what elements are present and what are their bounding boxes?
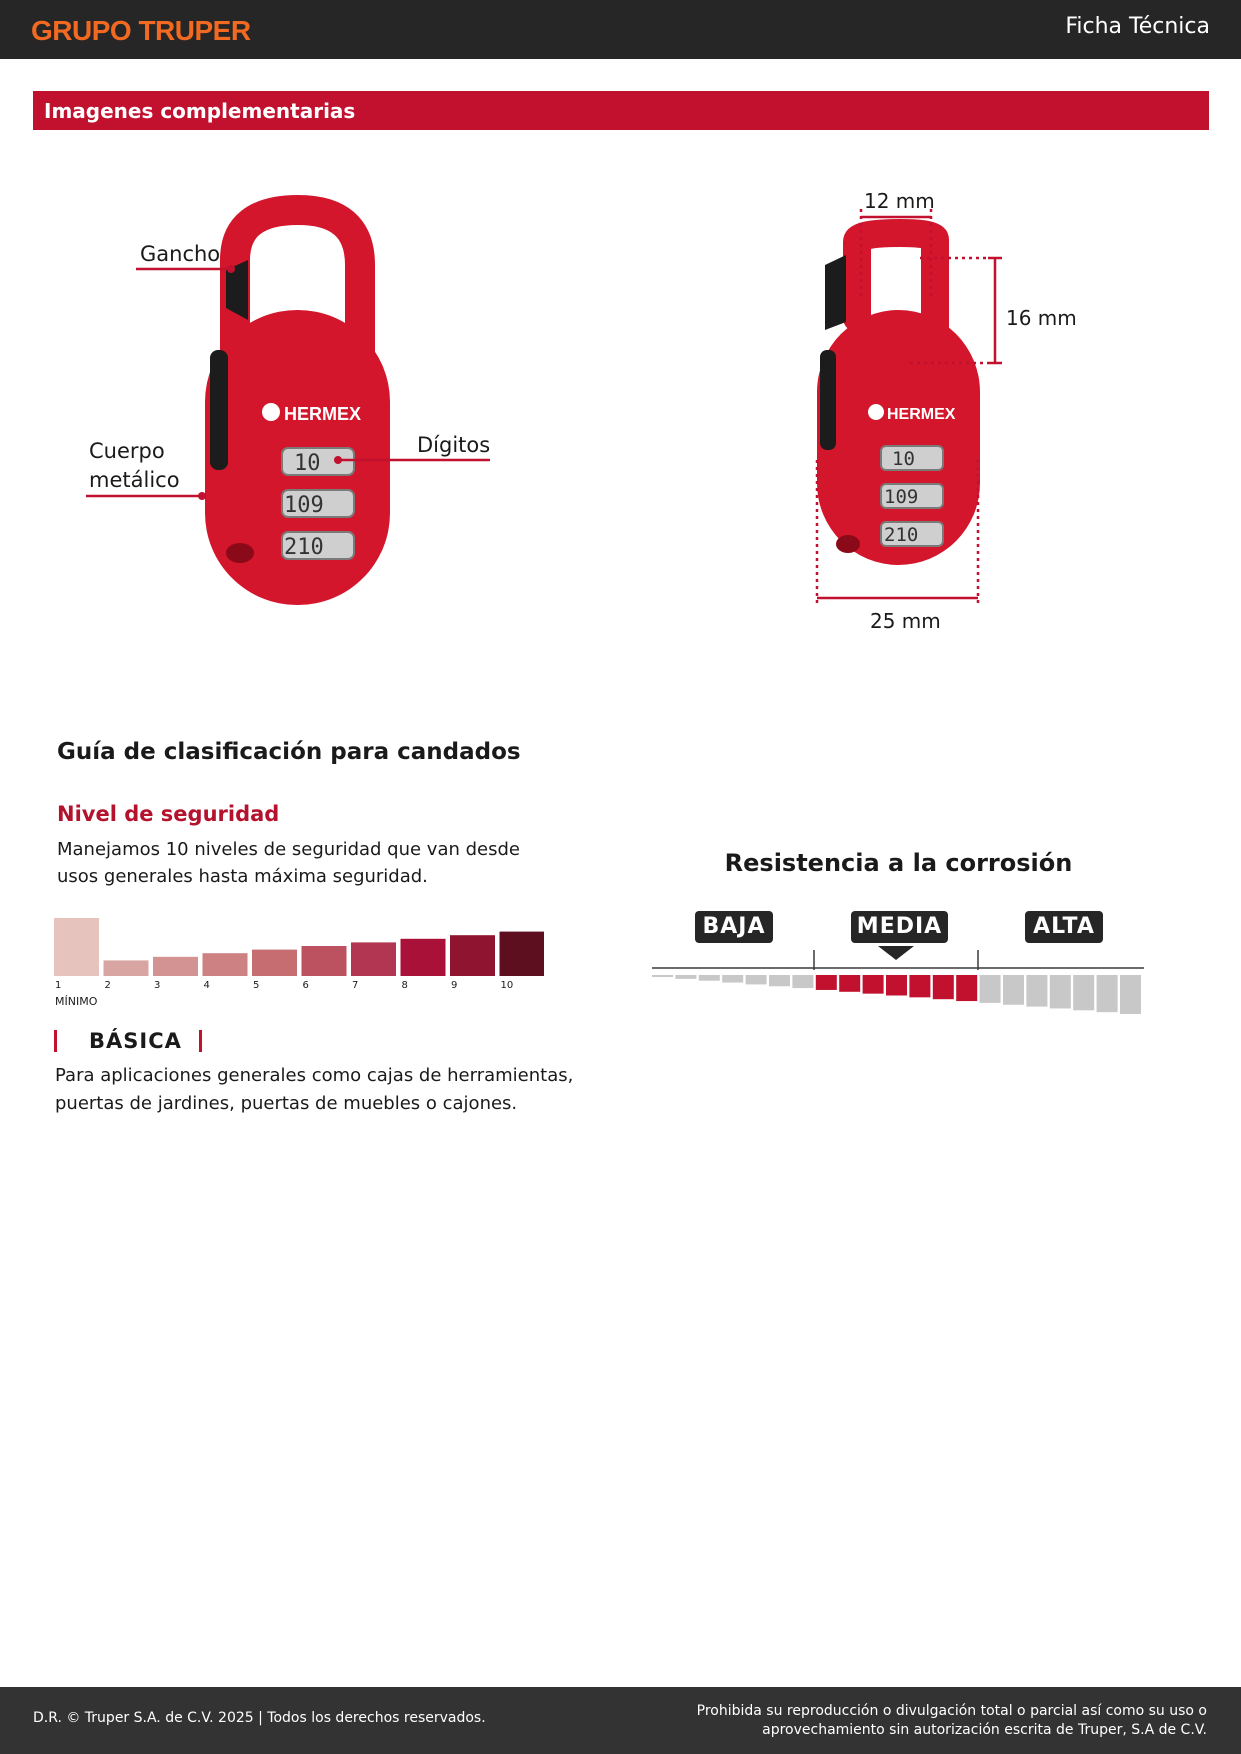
corrosion-block-17 [1026,975,1047,1007]
combination-dials [282,448,354,560]
brand-logo: GRUPO TRUPER [31,15,251,46]
corrosion-block-5 [746,975,767,984]
header-bar [0,0,1241,59]
callout-digitos: Dígitos [417,433,491,457]
corrosion-title: Resistencia a la corrosión [724,849,1073,877]
corrosion-block-1 [652,975,673,977]
level-min-label: MÍNIMO [55,995,98,1008]
callout-cuerpo-line1: Cuerpo [89,439,165,463]
footer-notice-line2: aprovechamiento sin autorización escrita de Truper, S.A de C.V. [762,1722,1207,1738]
security-level-tick-1: 1 [55,980,62,991]
security-level-bar-8 [401,939,446,976]
corrosion-block-16 [1003,975,1024,1005]
footer-notice [607,1702,1207,1740]
corrosion-block-3 [699,975,720,981]
document-type: Ficha Técnica [1065,14,1210,39]
security-level-bar-6 [302,946,347,976]
corrosion-label-media: MEDIA [851,911,948,943]
security-level-tick-8: 8 [401,980,408,991]
corrosion-block-2 [675,975,696,979]
dimension-dial-row-3: 210 [884,524,919,546]
security-level-bar-9 [450,935,495,976]
corrosion-block-6 [769,975,790,986]
corrosion-block-19 [1073,975,1094,1010]
corrosion-block-12 [909,975,930,997]
corrosion-block-10 [863,975,884,994]
security-level-title: Nivel de seguridad [57,802,280,826]
dimension-height-right: 16 mm [1006,306,1077,330]
corrosion-scale [650,944,1146,1022]
security-level-tick-7: 7 [352,980,359,991]
corrosion-block-11 [886,975,907,996]
security-level-tick-3: 3 [154,980,161,991]
corrosion-label-alta: ALTA [1025,911,1103,943]
corrosion-label-baja: BAJA [695,911,773,943]
security-level-bar-1 [54,918,99,976]
security-level-bar-5 [252,950,297,976]
security-level-bar-4 [203,953,248,976]
callout-cuerpo-line2: metálico [89,468,180,492]
security-level-bar-10 [500,932,545,976]
security-level-tick-6: 6 [302,980,309,991]
dial-row-2: 109 [284,493,324,518]
dimension-width-top: 12 mm [864,189,935,213]
corrosion-block-20 [1097,975,1118,1012]
dimension-width-bottom: 25 mm [870,609,941,633]
category-description: Para aplicaciones generales como cajas de herramientas, puertas de jardines, puertas de muebles o cajones. [55,1065,574,1114]
corrosion-block-8 [816,975,837,990]
corrosion-block-9 [839,975,860,992]
security-level-tick-9: 9 [451,980,458,991]
padlock-parts-figure [60,190,520,620]
padlock-dimensions-figure [800,180,1100,640]
dimension-padlock-logo: HERMEX [887,406,956,423]
footer-copyright: D.R. © Truper S.A. de C.V. 2025 | Todos los derechos reservados. [33,1710,486,1726]
security-level-scale [54,916,544,978]
corrosion-block-7 [792,975,813,988]
security-level-bar-3 [153,957,198,976]
security-level-tick-2: 2 [104,980,111,991]
footer-notice-line1: Prohibida su reproducción o divulgación total o parcial así como su uso o [696,1703,1207,1719]
corrosion-block-21 [1120,975,1141,1014]
security-level-description: Manejamos 10 niveles de seguridad que van desde usos generales hasta máxima seguridad. [57,839,520,887]
security-level-bar-2 [104,960,149,976]
padlock-logo: HERMEX [284,404,362,424]
security-level-tick-4: 4 [203,980,210,991]
dial-row-3: 210 [284,535,324,560]
corrosion-block-18 [1050,975,1071,1008]
section-header [33,91,1209,130]
security-level-tick-5: 5 [253,980,260,991]
dimension-dial-row-1: 10 [892,448,915,470]
corrosion-selected-pointer [878,946,914,960]
callout-gancho: Gancho [140,242,221,266]
security-level-bar-7 [351,942,396,976]
security-level-tick-10: 10 [500,980,514,991]
guide-title: Guía de clasificación para candados [57,739,521,765]
section-title: Imagenes complementarias [44,99,356,123]
corrosion-block-4 [722,975,743,983]
dial-row-1: 10 [294,451,321,476]
footer-bar [0,1687,1241,1754]
category-label: BÁSICA [89,1029,182,1053]
corrosion-block-13 [933,975,954,999]
corrosion-block-15 [980,975,1001,1003]
corrosion-block-14 [956,975,977,1001]
dimension-dial-row-2: 109 [884,486,919,508]
